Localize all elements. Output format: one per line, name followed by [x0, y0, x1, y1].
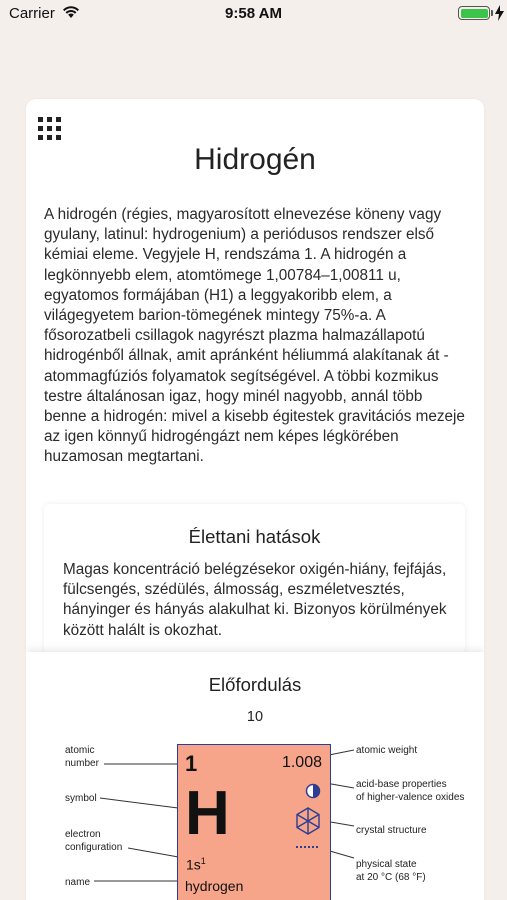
grid-menu-icon[interactable] [38, 117, 61, 140]
physical-state-marker [296, 846, 318, 848]
legend-label-acid-base: acid-base properties [356, 779, 447, 790]
status-bar [0, 0, 507, 28]
legend-label-electron: electron [65, 829, 101, 840]
occurrence-card [26, 652, 484, 900]
effects-title: Élettani hatások [188, 526, 321, 547]
legend-label-physical-state: physical state [356, 859, 417, 870]
effects-text: Magas koncentráció belégzésekor oxigén-hiány, fejfájás, fülcsengés, szédülés, álmosság, eszméletvesztés, hányinger és hányás alakulhat ki. Bizonyos körülmények között halált is okozhat. [63, 561, 447, 639]
battery-tip [491, 10, 493, 16]
tile-element-name: hydrogen [185, 878, 244, 894]
element-tile [177, 744, 331, 900]
legend-label-oxides: of higher-valence oxides [356, 792, 465, 803]
legend-label-temperature: at 20 °C (68 °F) [356, 872, 426, 883]
crystal-structure-icon [295, 807, 321, 835]
acid-base-icon [305, 783, 321, 799]
legend-label-name: name [65, 877, 91, 888]
element-card [26, 99, 484, 900]
legend-label-crystal: crystal structure [356, 825, 427, 836]
legend-label-number: number [65, 758, 99, 769]
tile-symbol: H [185, 779, 230, 848]
legend-label-atomic-weight: atomic weight [356, 745, 418, 756]
carrier-label: Carrier [9, 5, 55, 22]
element-title: Hidrogén [194, 143, 316, 176]
tile-electron-configuration [186, 856, 206, 873]
legend-label-atomic: atomic [65, 745, 95, 756]
tile-atomic-weight: 1.008 [281, 754, 322, 771]
config-exponent: 1 [200, 856, 206, 866]
occurrence-value: 10 [246, 709, 264, 725]
legend-label-configuration: configuration [65, 842, 123, 853]
element-legend-diagram [26, 652, 484, 900]
legend-label-symbol: symbol [65, 793, 97, 804]
element-description: A hidrogén (régies, magyarosított elnevezése köneny vagy gyulany, latinul: hydrogenium) a periódusos rendszer első kémiai eleme. Vegyjele H, rendszáma 1. A hidrogén a legkönnyebb elem, atomtömege 1,00784–1,00811 u, egyatomos formájában (H1) a leggyakoribb elem, a világegyetem barion-tömegének mintegy 75%-a. A fősorozatbeli csillagok nagyrészt plazma halmazállapotú hidrogénből állnak, amit apránként héliummá alakítanak át - atommagfúziós folyamatok segítségével. A többi kozmikus testre általánosan igaz, hogy minél nagyobb, annál több benne a hidrogén: mivel a kisebb égitestek gravitációs mezeje az igen könnyű hidrogéngázt nem képes légkörében huzamosan megtartani. [44, 206, 465, 466]
battery-icon [458, 6, 490, 20]
clock: 9:58 AM [225, 5, 282, 22]
physiological-effects-card [44, 504, 465, 654]
charging-icon [495, 5, 504, 21]
tile-atomic-number: 1 [185, 751, 198, 776]
config-base: 1s [186, 856, 201, 873]
occurrence-title: Előfordulás [208, 674, 302, 695]
